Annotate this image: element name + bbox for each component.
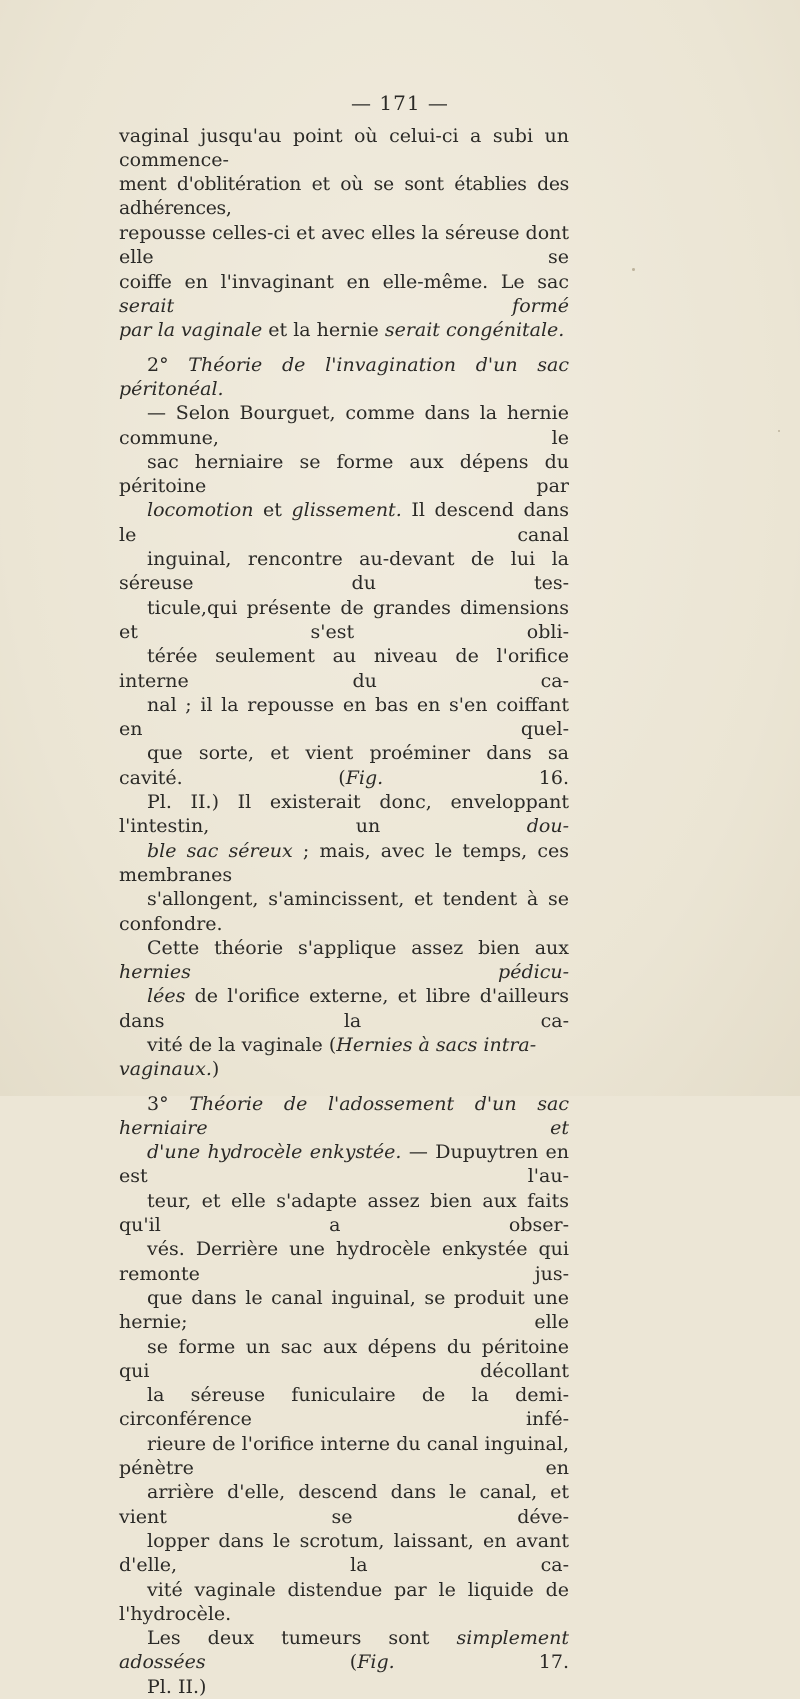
text-line bbox=[119, 221, 569, 270]
text-span: sac herniaire se forme aux dépens du péritoine par bbox=[119, 450, 569, 498]
text-span: 2° bbox=[147, 353, 189, 376]
italic-span: ble sac séreux bbox=[147, 839, 293, 862]
text-span: Les deux tumeurs sont bbox=[147, 1627, 457, 1650]
text-span: la séreuse funiculaire de la demi-circonférence infé- bbox=[119, 1384, 569, 1431]
text-line bbox=[119, 1529, 569, 1578]
italic-span: hernies pédicu- bbox=[119, 961, 569, 984]
text-line bbox=[119, 1675, 569, 1699]
paragraph-p2 bbox=[119, 353, 569, 1082]
italic-span: simplement adossées bbox=[119, 1627, 569, 1674]
text-span: coiffe en l'invaginant en elle-même. Le sac bbox=[119, 270, 569, 293]
text-line bbox=[119, 1237, 569, 1286]
text-line bbox=[119, 839, 569, 888]
text-line bbox=[119, 1033, 569, 1082]
text-span: lopper dans le scrotum, laissant, en avant d'elle, la ca- bbox=[119, 1529, 569, 1577]
paper-speck bbox=[632, 268, 635, 271]
text-line bbox=[119, 124, 569, 173]
text-span: Il descend dans le canal bbox=[119, 499, 569, 546]
text-line bbox=[119, 984, 569, 1033]
italic-span: Fig. bbox=[345, 766, 384, 789]
text-line bbox=[119, 450, 569, 499]
text-line bbox=[119, 936, 569, 985]
text-span: se forme un sac aux dépens du péritoine qui décollant bbox=[119, 1335, 569, 1382]
text-line bbox=[119, 1140, 569, 1189]
text-span: inguinal, rencontre au-devant de lui la séreuse du tes- bbox=[119, 548, 569, 595]
italic-span: glissement. bbox=[291, 499, 402, 522]
text-span: térée seulement au niveau de l'orifice interne du ca- bbox=[119, 645, 569, 692]
text-span: ) bbox=[211, 1058, 220, 1081]
text-span: nal ; il la repousse en bas en s'en coiffant en quel- bbox=[119, 693, 569, 741]
text-span: vés. Derrière une hydrocèle enkystée qui remonte jus- bbox=[119, 1238, 569, 1285]
text-line bbox=[119, 1578, 569, 1627]
paragraph-p3 bbox=[119, 1092, 569, 1699]
italic-span: lées bbox=[147, 985, 186, 1008]
italic-span: par la vaginale bbox=[119, 319, 263, 342]
text-line bbox=[119, 401, 569, 450]
text-span: Cette théorie s'applique assez bien aux bbox=[147, 936, 569, 959]
text-span: Pl. II.) bbox=[147, 1675, 207, 1698]
text-span: repousse celles-ci et avec elles la séreuse dont elle se bbox=[119, 222, 570, 269]
text-span: que dans le canal inguinal, se produit une hernie; elle bbox=[119, 1286, 569, 1334]
page-number: — 171 — bbox=[351, 91, 449, 115]
text-span: de l'orifice externe, et libre d'ailleurs dans la ca- bbox=[119, 985, 569, 1032]
text-line bbox=[119, 596, 569, 645]
text-line bbox=[119, 887, 569, 936]
text-line bbox=[119, 1092, 569, 1141]
text-span: ( bbox=[205, 1651, 358, 1674]
text-span: — Dupuytren en est l'au- bbox=[119, 1141, 569, 1188]
italic-span: Fig. bbox=[357, 1651, 395, 1674]
text-line bbox=[119, 644, 569, 693]
text-line bbox=[119, 498, 569, 547]
text-span: — Selon Bourguet, comme dans la hernie commune, le bbox=[119, 402, 569, 449]
text-span: et bbox=[253, 499, 292, 522]
text-span: Pl. II.) Il existerait donc, enveloppant l'intestin, un bbox=[119, 791, 569, 838]
text-span: rieure de l'orifice interne du canal inguinal, pénètre en bbox=[119, 1432, 569, 1480]
paragraph-p1 bbox=[119, 124, 569, 343]
italic-span: locomotion bbox=[147, 499, 254, 522]
italic-span: d'une hydrocèle enkystée. bbox=[147, 1141, 402, 1164]
text-line bbox=[119, 741, 569, 790]
italic-span: Théorie de l'invagination d'un sac péritonéal. bbox=[119, 353, 569, 400]
italic-span: dou- bbox=[526, 815, 569, 838]
text-line bbox=[119, 1189, 569, 1238]
text-span: ticule,qui présente de grandes dimensions et s'est obli- bbox=[119, 596, 569, 643]
text-line bbox=[119, 1480, 569, 1529]
text-span: teur, et elle s'adapte assez bien aux faits qu'il a obser- bbox=[119, 1189, 569, 1237]
italic-span: serait congénitale. bbox=[384, 319, 565, 342]
text-line bbox=[119, 270, 569, 319]
text-line bbox=[119, 1335, 569, 1384]
text-span: vaginal jusqu'au point où celui-ci a subi un commence- bbox=[119, 125, 569, 172]
text-line bbox=[119, 318, 569, 342]
text-line bbox=[119, 1286, 569, 1335]
text-span: 17. bbox=[394, 1651, 569, 1674]
italic-span: serait formé bbox=[119, 295, 569, 318]
text-span: arrière d'elle, descend dans le canal, et vient se déve- bbox=[119, 1481, 569, 1528]
italic-span: Théorie de l'adossement d'un sac herniaire et bbox=[119, 1092, 569, 1139]
italic-span: Hernies à sacs intra-vaginaux. bbox=[119, 1033, 537, 1081]
text-span: ment d'oblitération et où se sont établies des adhérences, bbox=[119, 173, 569, 219]
text-line bbox=[119, 173, 569, 222]
text-line bbox=[119, 547, 569, 596]
text-span: et la hernie bbox=[262, 319, 385, 342]
text-span: vité de la vaginale ( bbox=[147, 1033, 337, 1056]
text-span: que sorte, et vient proéminer dans sa cavité. ( bbox=[119, 742, 569, 789]
text-line bbox=[119, 353, 569, 402]
body-text bbox=[119, 124, 569, 1699]
text-line bbox=[119, 1626, 569, 1675]
text-span: 16. bbox=[383, 766, 569, 789]
text-span: 3° bbox=[147, 1092, 190, 1115]
text-line bbox=[119, 1432, 569, 1481]
paper-speck bbox=[778, 430, 780, 432]
text-span: ; mais, avec le temps, ces membranes bbox=[119, 839, 569, 886]
text-line bbox=[119, 693, 569, 742]
text-span: vité vaginale distendue par le liquide de l'hydrocèle. bbox=[119, 1578, 569, 1625]
text-line bbox=[119, 790, 569, 839]
text-line bbox=[119, 1383, 569, 1432]
text-span: s'allongent, s'amincissent, et tendent à se confondre. bbox=[119, 888, 569, 935]
